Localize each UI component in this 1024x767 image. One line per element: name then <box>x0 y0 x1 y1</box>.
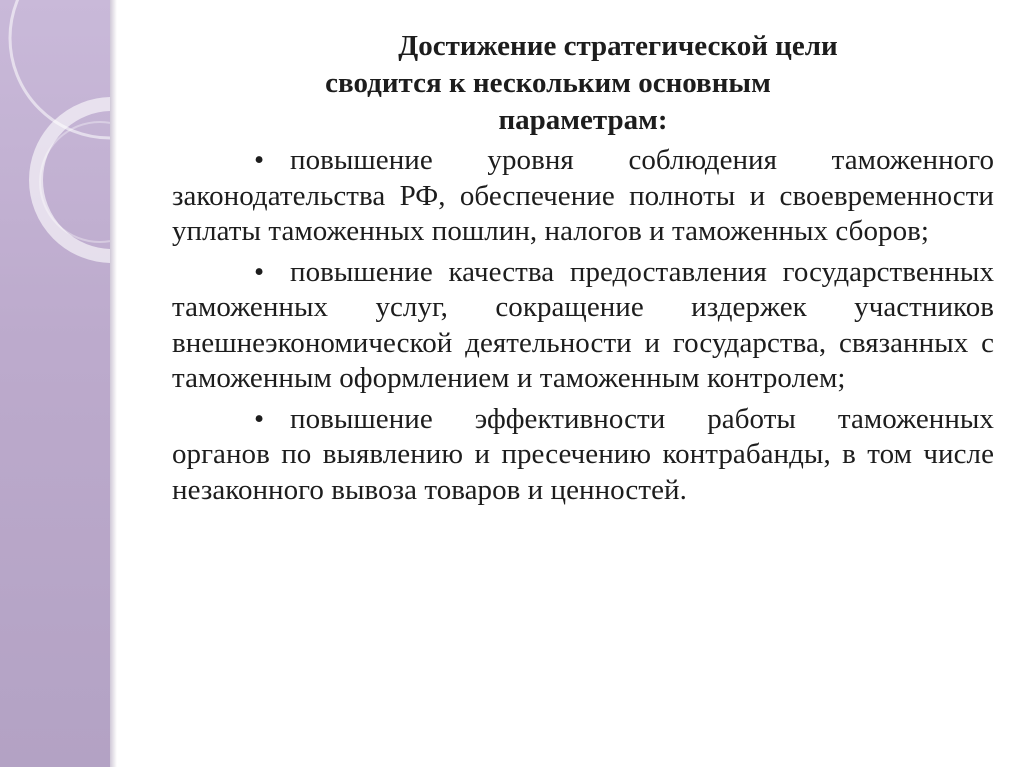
bullet-point: • <box>254 402 265 435</box>
bullet-point: • <box>254 144 265 176</box>
decorative-side-band <box>0 0 110 767</box>
bullet-text-2: повышение качества предоставления государственных таможенных услуг, сокращение издержек участников внешнеэкономической деятельности и государства, связанных с таможенным оформлением и таможенным контролем; <box>172 255 994 394</box>
decorative-circles <box>0 0 110 767</box>
title-line-3: параметрам: <box>498 104 668 136</box>
slide-content <box>172 28 994 513</box>
band-shadow <box>110 0 117 767</box>
title-line-1: Достижение стратегической цели <box>398 30 838 62</box>
bullet-text-3: повышение эффективности работы таможенных органов по выявлению и пресечению контрабанды, в том числе незаконного вывоза товаров и ценностей. <box>172 402 994 506</box>
bullet-item-1 <box>172 143 994 250</box>
decorative-circle-ring <box>36 104 110 256</box>
bullet-point: • <box>254 255 265 288</box>
bullet-text-1: повышение уровня соблюдения таможенного законодательства РФ, обеспечение полноты и своевременности уплаты таможенных пошлин, налогов и таможенных сборов; <box>172 144 994 247</box>
slide-title <box>172 28 994 139</box>
title-line-2: сводится к нескольким основным <box>325 67 771 99</box>
bullet-item-2 <box>172 255 994 397</box>
bullet-item-3 <box>172 402 994 509</box>
